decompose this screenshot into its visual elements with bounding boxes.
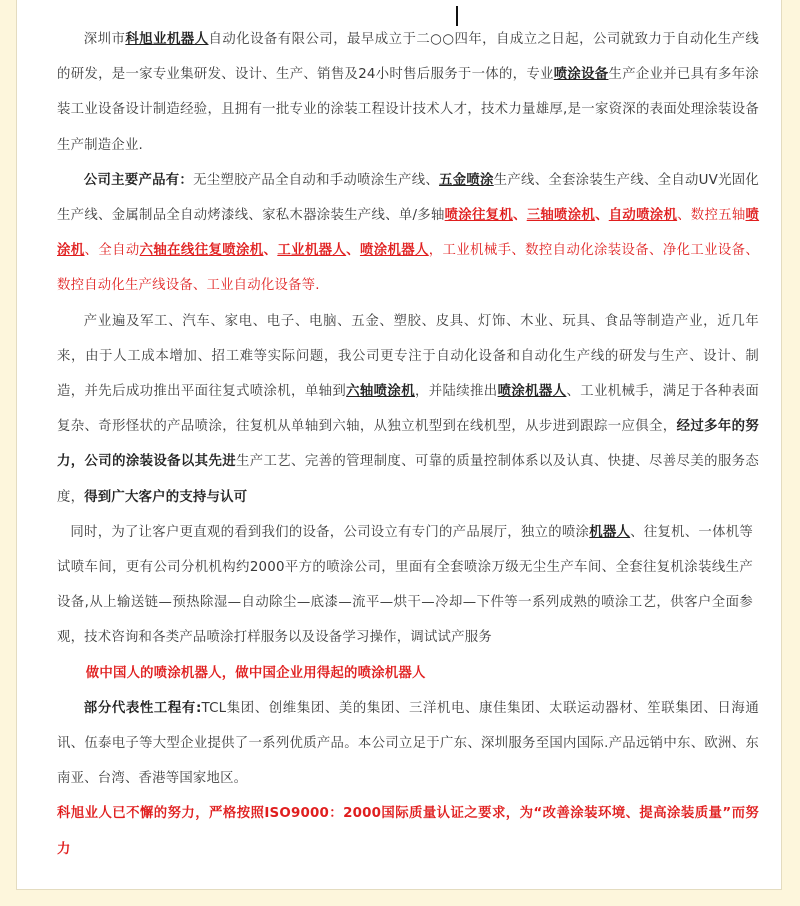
link-keyword[interactable]: 喷涂机 <box>57 208 760 259</box>
text-span: 生产线、全套涂装生产线、全自动UV光固化生产线、金属制品全自动烤漆线、家私木器涂装生产线、单/多轴 <box>57 172 759 224</box>
products-heading: 公司主要产品有： <box>83 172 194 188</box>
text-span: 同时，为了让客户更直观的看到我们的设备，公司设立有专门的产品展厅，独立的喷涂 <box>70 524 590 540</box>
text-span: ，工业机械手、数控自动化涂装设备、净化工业设备、数控自动化生产线设备、工业自动化设备等. <box>57 243 760 294</box>
text-span: 得到广大客户的支持与认可 <box>84 489 248 505</box>
text-span: 无尘塑胶产品全自动和手动喷涂生产线、 <box>193 172 440 188</box>
text-span: TCL集团、创维集团、美的集团、三洋机电、康佳集团、太联运动器材、笙联集团、日海通讯、伍泰电子等大型企业提供了一系列优质产品。本公司立足于广东、深圳服务至国内国际.产品远销中东、欧洲、东南亚、台湾、香港等国家地区。 <box>57 700 759 787</box>
clients-heading: 部分代表性工程有: <box>83 700 202 716</box>
link-keyword[interactable]: 六轴喷涂机 <box>346 384 415 400</box>
link-keyword[interactable]: 机器人 <box>589 524 631 540</box>
text-span: 产业遍及军工、汽车、家电、电子、电脑、五金、塑胶、皮具、灯饰、木业、玩具、食品等制造产业， <box>83 313 718 329</box>
link-keyword[interactable]: 喷涂设备 <box>553 67 609 83</box>
text-span: 、 <box>346 243 360 259</box>
paragraph-intro <box>57 22 759 163</box>
text-span: ，并陆续推出 <box>414 384 498 400</box>
text-span: 、 <box>263 243 278 259</box>
slogan: 做中国人的喷涂机器人，做中国企业用得起的喷涂机器人 <box>85 665 426 681</box>
link-keyword[interactable]: 工业机器人 <box>277 243 347 259</box>
text-span: 生产企业并已具有多年涂装工业设备设计制造经验，且拥有一批专业的涂装工程设计技术人才，技术力量雄厚,是一家资深的表面处理涂装设备生产制造企业. <box>57 67 759 153</box>
document-body[interactable] <box>57 22 759 867</box>
text-span: 深圳市 <box>83 32 126 47</box>
text-span: 自动化设备有限公司，最早成立于二○○四年，自成立之日起，公司就致力于自动化生产线的研发，是一家专业集研发、设计、生产、销售及24小时售后服务于一体的，专业 <box>57 32 760 83</box>
text-span: 、全自动 <box>84 243 140 259</box>
text-span: 、数控五轴 <box>677 208 746 224</box>
text-span: 、 <box>595 208 609 224</box>
paragraph-showroom <box>57 515 759 656</box>
paragraph-clients <box>57 691 759 797</box>
paragraph-industries <box>57 304 759 515</box>
paragraph-products <box>57 163 759 304</box>
link-keyword[interactable]: 三轴喷涂机 <box>526 208 596 224</box>
link-keyword[interactable]: 喷涂往复机 <box>444 208 513 224</box>
link-keyword[interactable]: 科旭业机器人 <box>125 32 209 47</box>
paragraph-quality: 科旭业人已不懈的努力，严格按照ISO9000：2000国际质量认证之要求，为“改善涂装环境、提高涂装质量”而努力 <box>57 806 759 857</box>
text-span: 、往复机、一体机等试喷车间，更有公司分机机构约2000平方的喷涂公司，里面有全套喷涂万级无尘生产车间、全套往复机涂装线生产设备,从上输送链—预热除湿—自动除尘—底漆—流平—烘干—冷却—下件等一系列成熟的喷涂工艺，供客户全面参观，技术咨询和各类产品喷涂打样服务以及设备学习操作，调试试产服务 <box>57 524 753 646</box>
link-keyword[interactable]: 喷涂机器人 <box>359 243 429 259</box>
text-span: 、 <box>513 208 527 224</box>
link-keyword[interactable]: 自动喷涂机 <box>608 208 678 224</box>
text-span: 、工业机械手，满足于各种表面复杂、奇形怪状的产品喷涂，往复机从单轴到六轴，从独立机型到在线机型，从步进到跟踪一应俱全， <box>57 384 759 435</box>
link-keyword[interactable]: 六轴在线往复喷涂机 <box>139 243 264 259</box>
link-keyword[interactable]: 五金喷涂 <box>439 172 494 188</box>
text-span: 生产工艺、完善的管理制度、可靠的质量控制体系以及认真、快捷、尽善尽美的服务态度， <box>57 454 759 505</box>
document-page <box>16 0 782 890</box>
text-span: 近几年来，由于人工成本增加、招工难等实际问题，我公司更专注于自动化设备和自动化生产线的研发与生产、设计、制造，并先后成功推出平面往复式喷涂机，单轴到 <box>57 313 759 400</box>
text-span: 经过多年的努力，公司的涂装设备以其先进 <box>57 419 759 470</box>
link-keyword[interactable]: 喷涂机器人 <box>497 384 567 400</box>
